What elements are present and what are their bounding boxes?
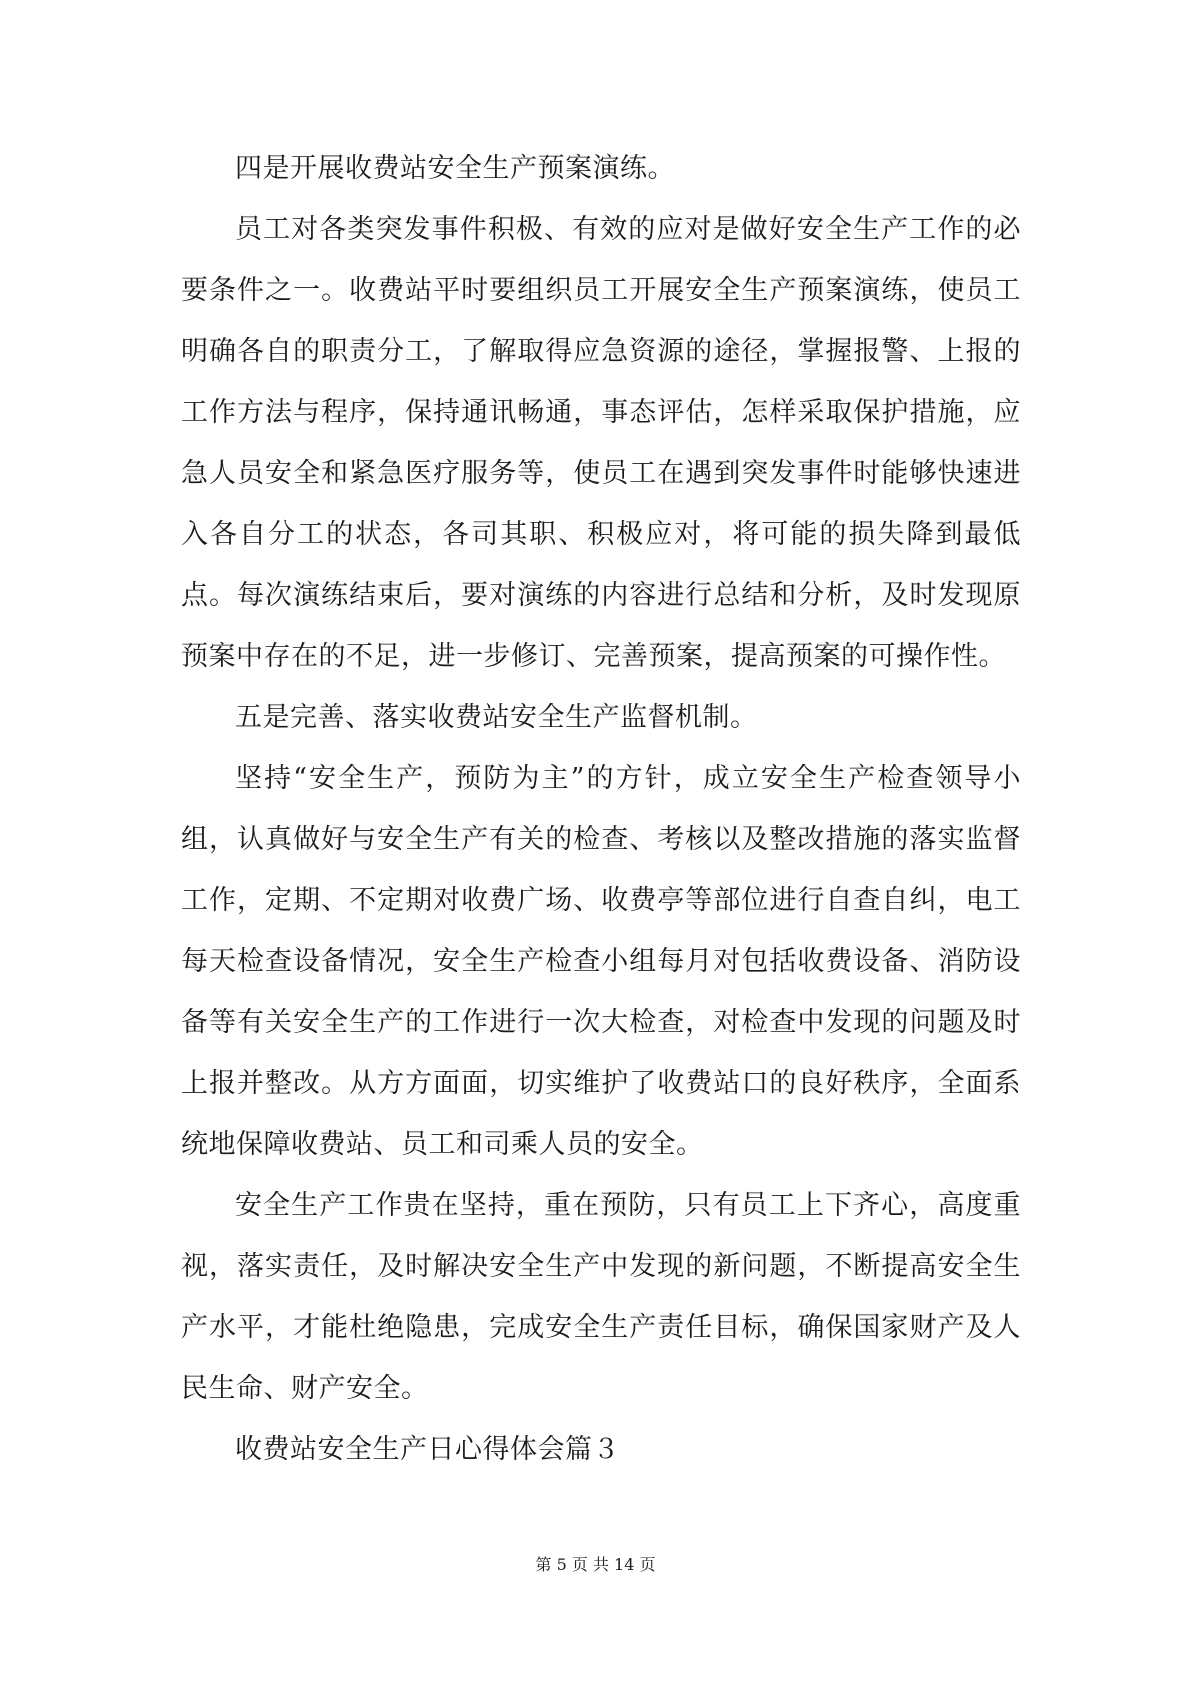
section-title: 收费站安全生产日心得体会篇３ xyxy=(235,1434,620,1465)
paragraph-heading-5: 五是完善、落实收费站安全生产监督机制。 xyxy=(235,702,758,733)
paragraph-conclusion: 安全生产工作贵在坚持，重在预防，只有员工上下齐心，高度重视，落实责任，及时解决安全生产中发现的新问题，不断提高安全生产水平，才能杜绝隐患，完成安全生产责任目标，确保国家财产及人民生命、财产安全。 xyxy=(181,1190,1021,1404)
paragraph-drill: 员工对各类突发事件积极、有效的应对是做好安全生产工作的必要条件之一。收费站平时要组织员工开展安全生产预案演练，使员工明确各自的职责分工，了解取得应急资源的途径，掌握报警、上报的工作方法与程序，保持通讯畅通，事态评估，怎样采取保护措施，应急人员安全和紧急医疗服务等，使员工在遇到突发事件时能够快速进入各自分工的状态，各司其职、积极应对，将可能的损失降到最低点。每次演练结束后，要对演练的内容进行总结和分析，及时发现原预案中存在的不足，进一步修订、完善预案，提高预案的可操作性。 xyxy=(181,214,1021,672)
paragraph-supervision: 坚持“安全生产，预防为主”的方针，成立安全生产检查领导小组，认真做好与安全生产有关的检查、考核以及整改措施的落实监督工作，定期、不定期对收费广场、收费亭等部位进行自查自纠，电工每天检查设备情况，安全生产检查小组每月对包括收费设备、消防设备等有关安全生产的工作进行一次大检查，对检查中发现的问题及时上报并整改。从方方面面，切实维护了收费站口的良好秩序，全面系统地保障收费站、员工和司乘人员的安全。 xyxy=(181,763,1021,1160)
document-body xyxy=(181,138,1021,1480)
page-footer: 第 5 页 共 14 页 xyxy=(535,1555,656,1574)
paragraph-heading-4: 四是开展收费站安全生产预案演练。 xyxy=(235,153,675,184)
